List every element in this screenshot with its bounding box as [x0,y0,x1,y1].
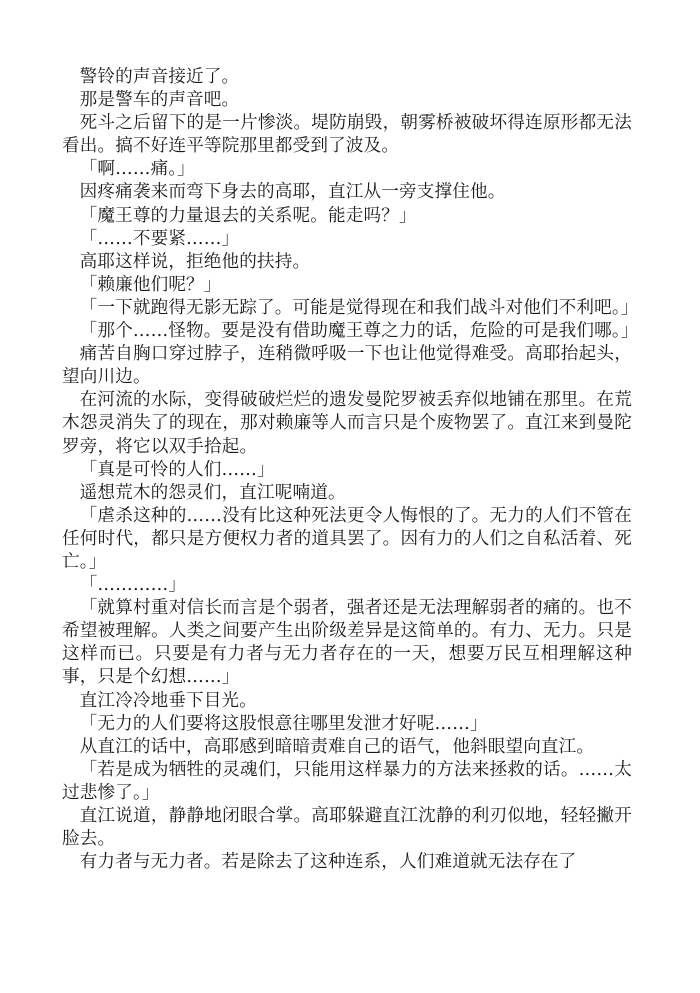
paragraph: 有力者与无力者。若是除去了这种连系，人们难道就无法存在了 [79,852,577,873]
paragraph: 「若是成为牺牲的灵魂们，只能用这样暴力的方法来拯救的话。……太过悲惨了。」 [62,759,632,803]
paragraph: 遥想荒木的怨灵们，直江呢喃道。 [79,482,346,503]
paragraph: 「一下就跑得无影无踪了。可能是觉得现在和我们战斗对他们不利吧。」 [79,297,639,318]
paragraph: 「魔王尊的力量退去的关系呢。能走吗？」 [79,205,417,226]
paragraph: 痛苦自胸口穿过脖子，连稍微呼吸一下也让他觉得难受。高耶抬起头，望向川边。 [62,344,632,388]
paragraph: 高耶这样说，拒绝他的扶持。 [79,251,311,272]
paragraph: 直江说道，静静地闭眼合掌。高耶躲避直江沈静的利刃似地，轻轻撇开脸去。 [62,806,632,850]
paragraph: 死斗之后留下的是一片惨淡。堤防崩毁，朝雾桥被破坏得连原形都无法看出。搞不好连平等院那里都受到了波及。 [62,113,632,157]
paragraph: 因疼痛袭来而弯下身去的高耶，直江从一旁支撑住他。 [79,182,506,203]
paragraph: 「真是可怜的人们……」 [79,459,275,480]
paragraph: 在河流的水际，变得破破烂烂的遗发曼陀罗被丢弃似地铺在那里。在荒木怨灵消失了的现在，那对赖廉等人而言只是个废物罢了。直江来到曼陀罗旁，将它以双手拾起。 [62,390,632,457]
paragraph: 「…………」 [79,575,187,596]
paragraph: 警铃的声音接近了。 [79,67,240,87]
paragraph: 「……不要紧……」 [79,228,240,249]
paragraph: 那是警车的声音吧。 [79,90,240,111]
paragraph: 「赖廉他们呢？」 [79,274,222,295]
paragraph: 「无力的人们要将这股恨意往哪里发泄才好呢……」 [79,713,488,734]
body-text [62,66,639,874]
paragraph: 「那个……怪物。要是没有借助魔王尊之力的话，危险的可是我们哪。」 [79,321,639,342]
paragraph: 「啊……痛。」 [79,159,196,180]
paragraph: 「虐杀这种的……没有比这种死法更令人悔恨的了。无力的人们不管在任何时代，都只是方便权力者的道具罢了。因有力的人们之自私活着、死亡。」 [62,505,632,572]
paragraph: 直江冷冷地垂下目光。 [79,690,258,711]
paragraph: 「就算村重对信长而言是个弱者，强者还是无法理解弱者的痛的。也不希望被理解。人类之间要产生出阶级差异是这简单的。有力、无力。只是这样而已。只要是有力者与无力者存在的一天，想要万民互相理解这种事，只是个幻想……」 [62,598,632,688]
paragraph: 从直江的话中，高耶感到暗暗责难自己的语气，他斜眼望向直江。 [79,736,595,757]
